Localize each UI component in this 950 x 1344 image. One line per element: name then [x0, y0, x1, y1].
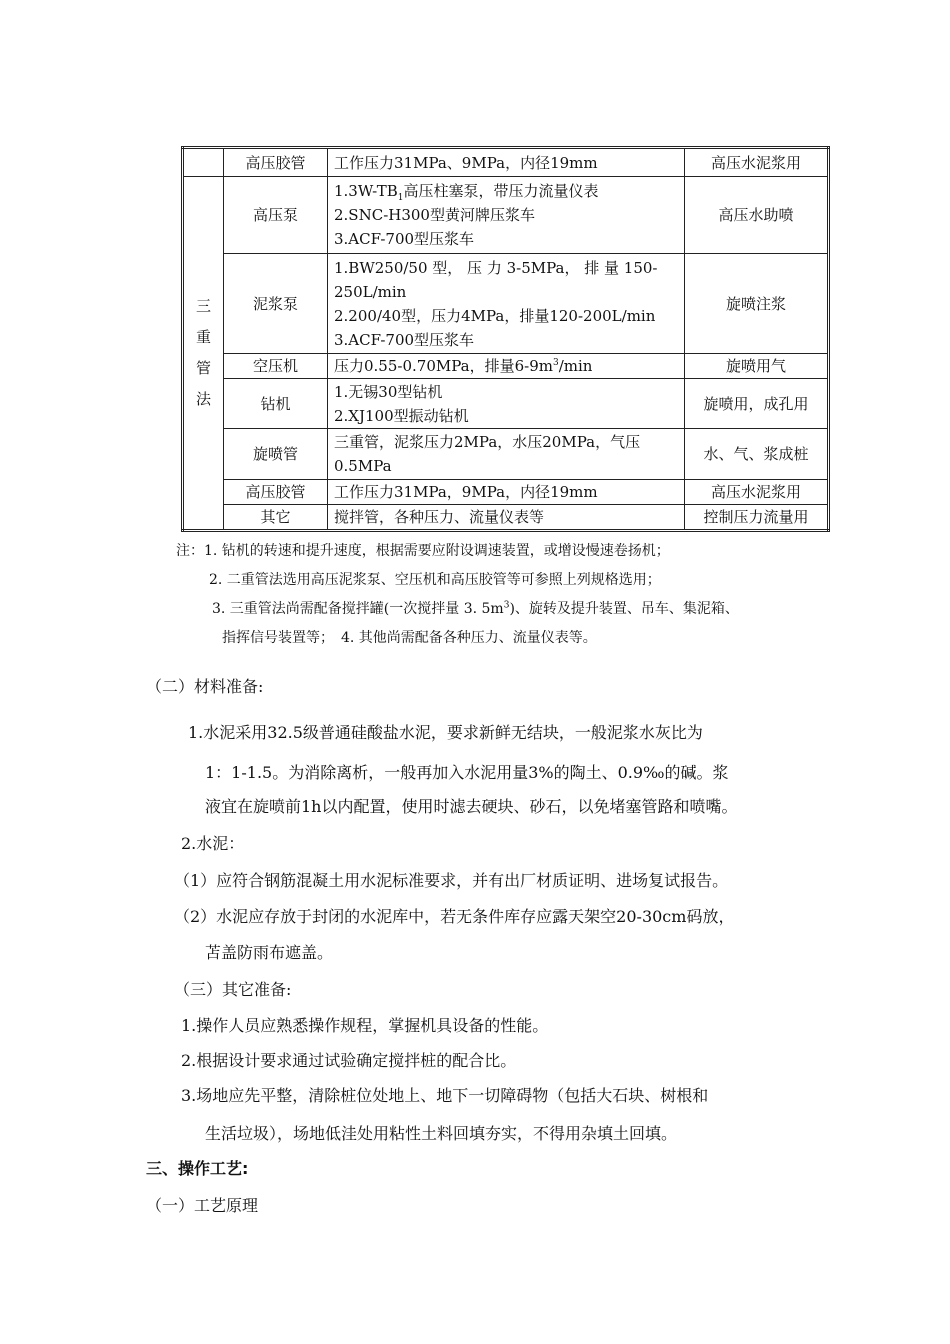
list-item: 3.场地应先平整，清除桩位处地上、地下一切障碍物（包括大石块、树根和 [181, 1086, 709, 1105]
list-item: 2.根据设计要求通过试验确定搅拌桩的配合比。 [181, 1051, 517, 1070]
list-item: （2）水泥应存放于封闭的水泥库中，若无条件库存应露天架空20-30cm码放， [174, 907, 735, 926]
equipment-spec [328, 354, 685, 379]
spec-line: 压力0.55-0.70MPa，排量$6-9m^3/\min$ [334, 357, 593, 375]
equipment-use: 旋喷注浆 [685, 254, 829, 354]
equipment-spec [328, 148, 685, 177]
equipment-name: 空压机 [224, 354, 328, 379]
note-1: 注：1. 钻机的转速和提升速度，根据需要应附设调速装置，或增设慢速卷扬机； [176, 543, 670, 559]
table-row [183, 429, 829, 480]
equipment-spec [328, 505, 685, 531]
equipment-spec [328, 254, 685, 354]
spec-line: 工作压力31MPa，9MPa，内径19mm [334, 483, 598, 501]
equipment-name: 其它 [224, 505, 328, 531]
equipment-spec [328, 429, 685, 480]
equipment-use: 高压水泥浆用 [685, 148, 829, 177]
table-row [183, 480, 829, 505]
spec-line: 2.XJ100型振动钻机 [334, 406, 469, 425]
paragraph-line: 液宜在旋喷前1h以内配置，使用时滤去硬块、砂石，以免堵塞管路和喷嘴。 [205, 797, 738, 816]
note-4: 指挥信号装置等； 4. 其他尚需配备各种压力、流量仪表等。 [222, 630, 597, 646]
list-item: （1）应符合钢筋混凝土用水泥标准要求，并有出厂材质证明、进场复试报告。 [174, 871, 729, 890]
equipment-use: 高压水泥浆用 [685, 480, 829, 505]
equipment-use: 水、气、浆成桩 [685, 429, 829, 480]
paragraph-line: 苫盖防雨布遮盖。 [205, 943, 334, 962]
section-heading: （三）其它准备: [174, 980, 292, 999]
equipment-use: 高压水助喷 [685, 177, 829, 254]
paragraph-line: 1.水泥采用32.5级普通硅酸盐水泥，要求新鲜无结块，一般泥浆水灰比为 [188, 723, 703, 742]
table-notes [176, 537, 739, 653]
note-3: 3. 三重管法尚需配备搅拌罐(一次搅拌量 3. $5m^3$)、旋转及提升装置、吊车、集泥箱、 [212, 600, 739, 617]
list-item: 2.水泥： [181, 834, 245, 853]
paragraph-line: 生活垃圾），场地低洼处用粘性土料回填夯实，不得用杂填土回填。 [205, 1124, 678, 1143]
equipment-spec [328, 379, 685, 429]
equipment-name: 高压泵 [224, 177, 328, 254]
equipment-use: 旋喷用，成孔用 [685, 379, 829, 429]
section-heading: （二）材料准备: [146, 677, 264, 696]
table-row [183, 254, 829, 354]
spec-line: 3.ACF-700型压浆车 [334, 330, 475, 349]
spec-line: 工作压力31MPa、9MPa，内径19mm [334, 153, 598, 172]
spec-line: 三重管，泥浆压力2MPa，水压20MPa，气压0.5MPa [334, 433, 641, 475]
list-item: 1.操作人员应熟悉操作规程，掌握机具设备的性能。 [181, 1016, 549, 1035]
spec-line: 1.无锡30型钻机 [334, 382, 443, 401]
table-row [183, 148, 829, 177]
group-cell-three-tube [183, 177, 224, 531]
paragraph-line: 1：1-1.5。为消除离析，一般再加入水泥用量3%的陶土、0.9‰的碱。浆 [205, 763, 729, 782]
equipment-name: 泥浆泵 [224, 254, 328, 354]
table-row [183, 379, 829, 429]
spec-line: 2.SNC-H300型黄河牌压浆车 [334, 206, 535, 224]
table-row [183, 354, 829, 379]
equipment-spec [328, 480, 685, 505]
equipment-spec [328, 177, 685, 254]
group-cell-empty [183, 148, 224, 177]
subsection-heading: （一）工艺原理 [146, 1196, 259, 1215]
equipment-name: 高压胶管 [224, 480, 328, 505]
equipment-name: 旋喷管 [224, 429, 328, 480]
equipment-name: 高压胶管 [224, 148, 328, 177]
spec-line: 搅拌管，各种压力、流量仪表等 [334, 508, 545, 526]
group-label: 三重管法 [195, 297, 211, 408]
equipment-name: 钻机 [224, 379, 328, 429]
equipment-table [181, 146, 830, 532]
spec-line: $1.3W-TB_1$高压柱塞泵，带压力流量仪表 [334, 182, 599, 203]
note-2: 2. 二重管法选用高压泥浆泵、空压机和高压胶管等可参照上列规格选用； [209, 572, 661, 588]
table-row [183, 177, 829, 254]
spec-line: 2.200/40型，压力4MPa，排量120-200L/min [334, 306, 656, 325]
equipment-use: 旋喷用气 [685, 354, 829, 379]
table-row [183, 505, 829, 531]
spec-line: 1.BW250/50 型， 压 力 3-5MPa， 排 量 150-250L/min [334, 258, 658, 301]
equipment-use: 控制压力流量用 [685, 505, 829, 531]
chapter-heading: 三、操作工艺: [146, 1159, 249, 1178]
spec-line: 3.ACF-700型压浆车 [334, 230, 475, 248]
